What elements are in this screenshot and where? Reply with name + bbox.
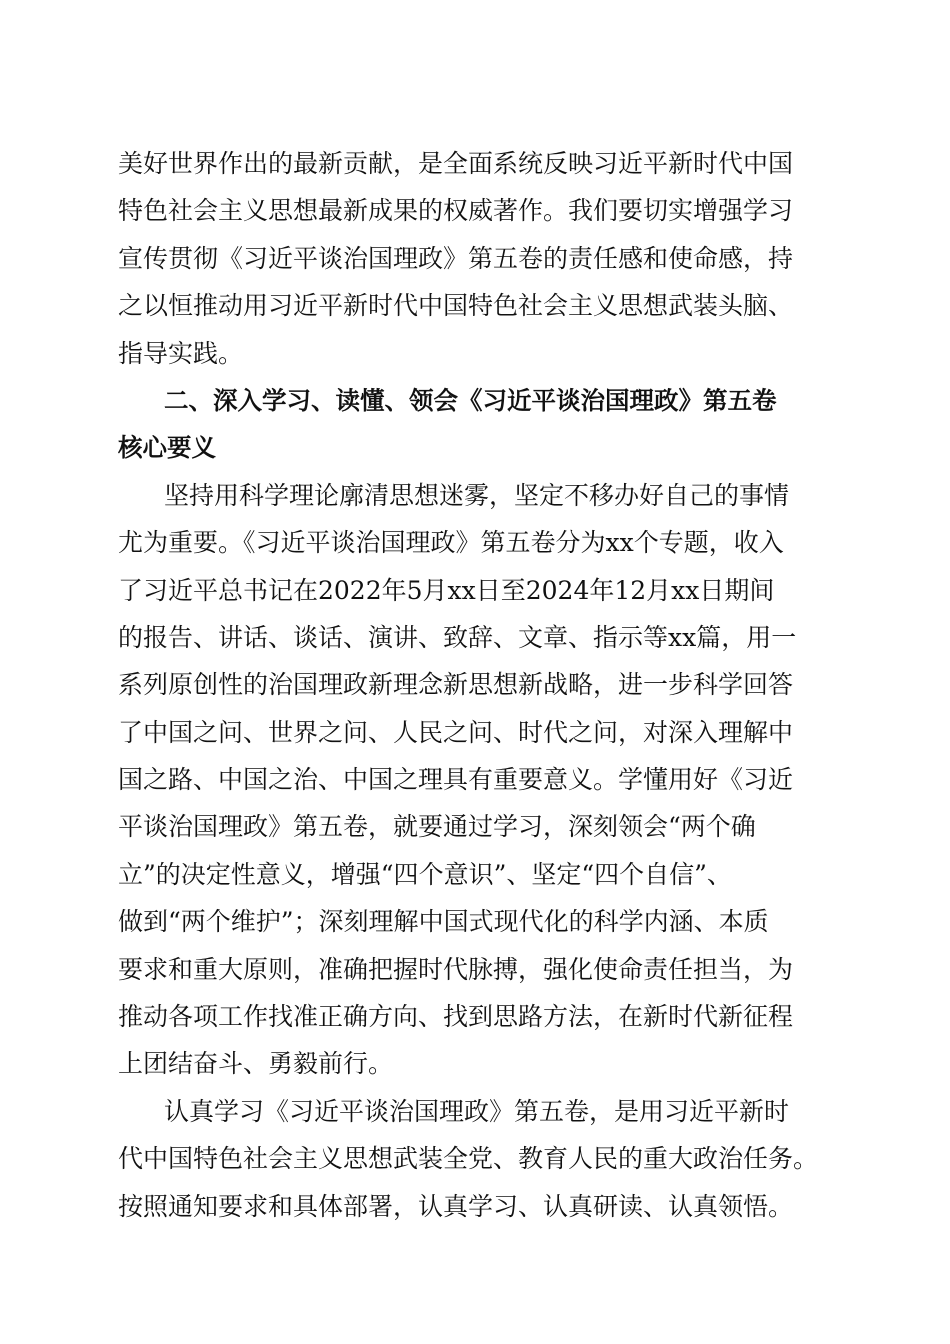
text-line: 平谈治国理政》第五卷，就要通过学习，深刻领会“两个确	[118, 812, 756, 842]
text-line: 宣传贯彻《习近平谈治国理政》第五卷的责任感和使命感，持	[118, 243, 794, 273]
text-line: 认真学习《习近平谈治国理政》第五卷，是用习近平新时	[164, 1096, 790, 1126]
text-line: 推动各项工作找准正确方向、找到思路方法，在新时代新征程	[118, 1002, 794, 1032]
text-line: 上团结奋斗、勇毅前行。	[118, 1049, 394, 1079]
text-line: 之以恒推动用习近平新时代中国特色社会主义思想武装头脑、	[118, 291, 794, 321]
text-line: 指导实践。	[118, 338, 244, 368]
text-line: 做到“两个维护”；深刻理解中国式现代化的科学内涵、本质	[118, 907, 769, 937]
text-line: 要求和重大原则，准确把握时代脉搏，强化使命责任担当，为	[118, 954, 794, 984]
text-line: 系列原创性的治国理政新理念新思想新战略，进一步科学回答	[118, 670, 794, 700]
text-line: 代中国特色社会主义思想武装全党、教育人民的重大政治任务。	[118, 1144, 819, 1174]
heading-line: 核心要义	[118, 433, 216, 463]
text-line: 了中国之问、世界之问、人民之问、时代之问，对深入理解中	[118, 717, 794, 747]
text-line: 坚持用科学理论廓清思想迷雾，坚定不移办好自己的事情	[164, 480, 790, 510]
section-heading	[118, 377, 838, 472]
document-body	[118, 140, 838, 1230]
text-line: 的报告、讲话、谈话、演讲、致辞、文章、指示等xx篇，用一	[118, 622, 797, 652]
body-paragraph-2	[118, 1088, 838, 1230]
text-line: 特色社会主义思想最新成果的权威著作。我们要切实增强学习	[118, 196, 794, 226]
heading-line: 二、深入学习、读懂、领会《习近平谈治国理政》第五卷	[164, 385, 777, 415]
text-line: 国之路、中国之治、中国之理具有重要意义。学懂用好《习近	[118, 765, 794, 795]
continuation-paragraph	[118, 140, 838, 377]
text-line: 了习近平总书记在2022年5月xx日至2024年12月xx日期间	[118, 575, 775, 605]
text-line: 尤为重要。《习近平谈治国理政》第五卷分为xx个专题，收入	[118, 528, 784, 558]
text-line: 美好世界作出的最新贡献，是全面系统反映习近平新时代中国	[118, 149, 794, 178]
text-line: 按照通知要求和具体部署，认真学习、认真研读、认真领悟。	[118, 1191, 794, 1221]
body-paragraph-1	[118, 472, 838, 1088]
text-line: 立”的决定性意义，增强“四个意识”、坚定“四个自信”、	[118, 859, 732, 889]
